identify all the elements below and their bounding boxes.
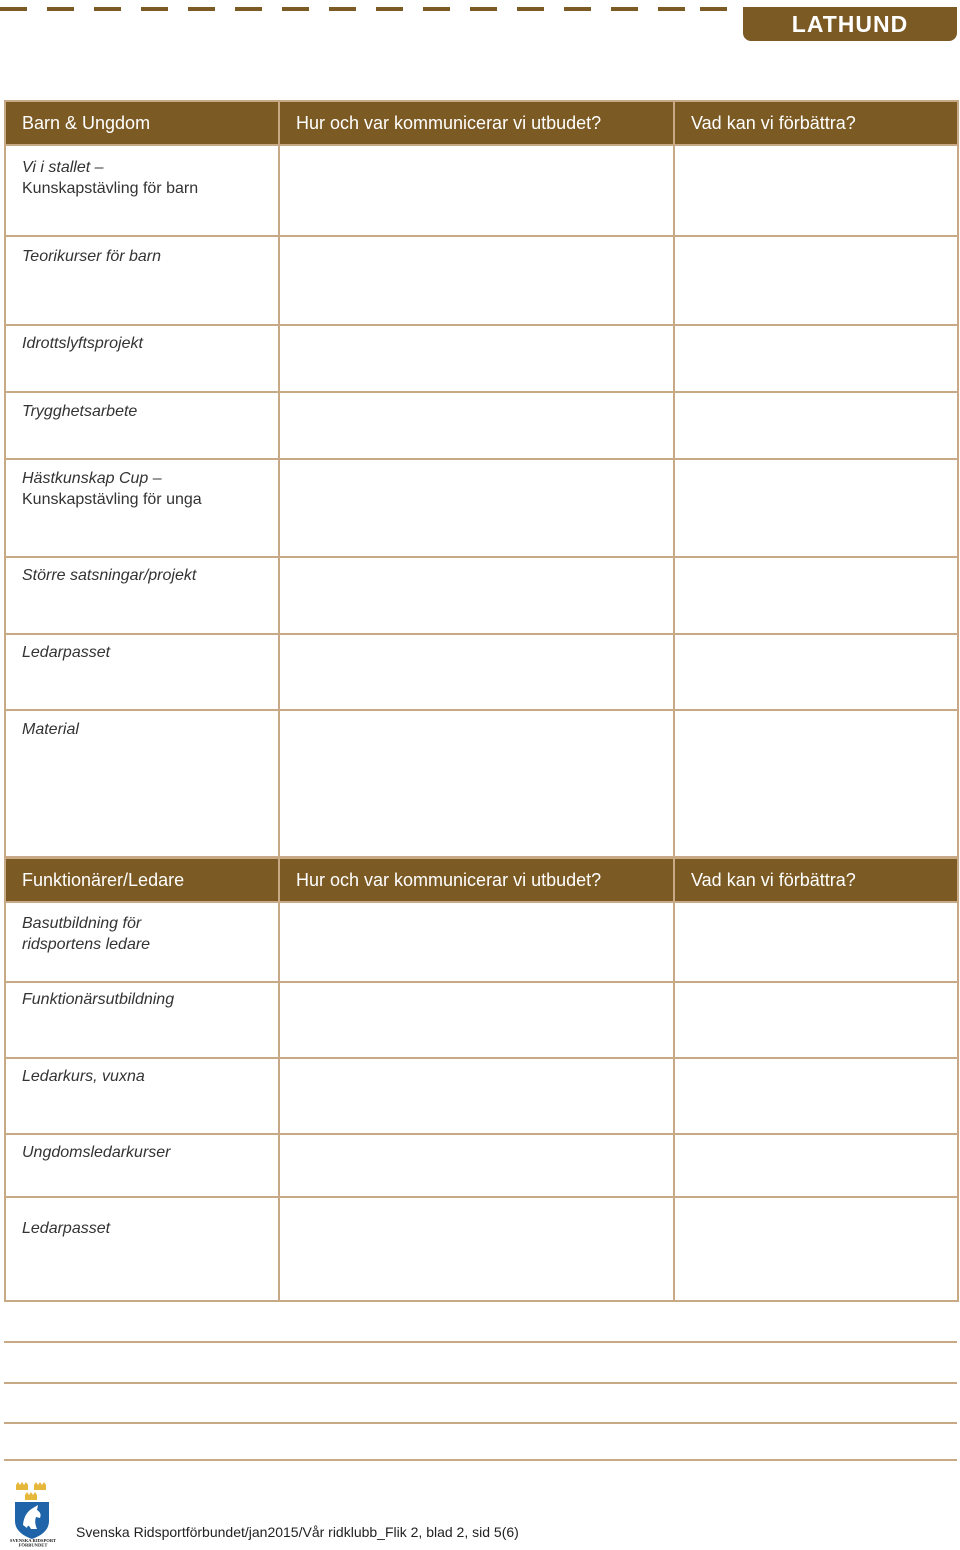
communication-cell[interactable] xyxy=(279,1134,674,1197)
improvement-cell[interactable] xyxy=(674,982,958,1058)
communication-cell[interactable] xyxy=(279,982,674,1058)
row-label-line1: Ledarkurs, vuxna xyxy=(22,1068,145,1085)
dash xyxy=(376,7,403,11)
table-row xyxy=(5,236,958,325)
row-label-line1: Ungdomsledarkurser xyxy=(22,1144,171,1161)
table-row xyxy=(5,982,958,1058)
row-label-line2: Kunskapstävling för unga xyxy=(22,491,202,508)
row-label-line1: Trygghetsarbete xyxy=(22,403,138,420)
row-label xyxy=(5,902,279,982)
communication-cell[interactable] xyxy=(279,902,674,982)
barn-ungdom-table xyxy=(4,100,959,858)
dash xyxy=(611,7,638,11)
improvement-cell[interactable] xyxy=(674,145,958,236)
row-label-line2: ridsportens ledare xyxy=(22,936,151,953)
row-label xyxy=(5,236,279,325)
dash xyxy=(423,7,450,11)
row-label xyxy=(5,325,279,392)
row-label xyxy=(5,145,279,236)
communication-cell[interactable] xyxy=(279,325,674,392)
column-header: Hur och var kommunicerar vi utbudet? xyxy=(279,101,674,145)
improvement-cell[interactable] xyxy=(674,1197,958,1301)
communication-cell[interactable] xyxy=(279,634,674,710)
dash xyxy=(141,7,168,11)
logo-text-line2: FÖRBUNDET xyxy=(18,1542,48,1547)
improvement-cell[interactable] xyxy=(674,710,958,857)
dash xyxy=(658,7,685,11)
lathund-badge: LATHUND xyxy=(743,7,957,41)
row-label-line1: Material xyxy=(22,721,79,738)
improvement-cell[interactable] xyxy=(674,557,958,634)
footer-text: Svenska Ridsportförbundet/jan2015/Vår ridklubb_Flik 2, blad 2, sid 5(6) xyxy=(76,1524,519,1540)
communication-cell[interactable] xyxy=(279,1197,674,1301)
dash xyxy=(235,7,262,11)
logo-text-line1: SVENSKA RIDSPORT xyxy=(9,1538,57,1543)
table-row xyxy=(5,1197,958,1301)
communication-cell[interactable] xyxy=(279,710,674,857)
table-row xyxy=(5,325,958,392)
row-label xyxy=(5,982,279,1058)
improvement-cell[interactable] xyxy=(674,325,958,392)
table-header-row xyxy=(5,101,958,145)
communication-cell[interactable] xyxy=(279,1058,674,1134)
communication-cell[interactable] xyxy=(279,459,674,557)
dash xyxy=(564,7,591,11)
dash xyxy=(0,7,27,11)
row-label xyxy=(5,1197,279,1301)
note-line[interactable] xyxy=(4,1459,957,1461)
dash xyxy=(700,7,727,11)
row-label xyxy=(5,710,279,857)
funktionarer-ledare-table xyxy=(4,857,959,1302)
note-line[interactable] xyxy=(4,1422,957,1424)
svenska-ridsportforbundet-logo-icon xyxy=(3,1481,63,1547)
row-label xyxy=(5,634,279,710)
column-header: Funktionärer/Ledare xyxy=(5,858,279,902)
row-label-line1: Hästkunskap Cup – xyxy=(22,470,162,487)
row-label-line1: Större satsningar/projekt xyxy=(22,567,197,584)
table-row xyxy=(5,1134,958,1197)
dash xyxy=(47,7,74,11)
table-row xyxy=(5,710,958,857)
row-label-line1: Idrottslyftsprojekt xyxy=(22,335,143,352)
table-row xyxy=(5,902,958,982)
table-row xyxy=(5,145,958,236)
row-label-line1: Basutbildning för xyxy=(22,915,142,932)
improvement-cell[interactable] xyxy=(674,1134,958,1197)
dash xyxy=(282,7,309,11)
table-row xyxy=(5,392,958,459)
row-label-line1: Teorikurser för barn xyxy=(22,248,162,265)
column-header: Hur och var kommunicerar vi utbudet? xyxy=(279,858,674,902)
table-row xyxy=(5,557,958,634)
table-row xyxy=(5,459,958,557)
row-label xyxy=(5,1134,279,1197)
row-label xyxy=(5,557,279,634)
row-label-line1: Ledarpasset xyxy=(22,1220,111,1237)
communication-cell[interactable] xyxy=(279,557,674,634)
communication-cell[interactable] xyxy=(279,145,674,236)
column-header: Vad kan vi förbättra? xyxy=(674,101,958,145)
dash xyxy=(470,7,497,11)
table-row xyxy=(5,1058,958,1134)
row-label xyxy=(5,392,279,459)
column-header: Barn & Ungdom xyxy=(5,101,279,145)
improvement-cell[interactable] xyxy=(674,1058,958,1134)
communication-cell[interactable] xyxy=(279,236,674,325)
note-line[interactable] xyxy=(4,1382,957,1384)
table-row xyxy=(5,634,958,710)
row-label-line1: Vi i stallet – xyxy=(22,159,104,176)
note-line[interactable] xyxy=(4,1341,957,1343)
improvement-cell[interactable] xyxy=(674,392,958,459)
dash xyxy=(329,7,356,11)
improvement-cell[interactable] xyxy=(674,634,958,710)
dash xyxy=(188,7,215,11)
column-header: Vad kan vi förbättra? xyxy=(674,858,958,902)
dash xyxy=(517,7,544,11)
row-label-line1: Funktionärsutbildning xyxy=(22,991,175,1008)
row-label xyxy=(5,459,279,557)
table-header-row xyxy=(5,858,958,902)
row-label-line2: Kunskapstävling för barn xyxy=(22,180,199,197)
communication-cell[interactable] xyxy=(279,392,674,459)
improvement-cell[interactable] xyxy=(674,902,958,982)
row-label xyxy=(5,1058,279,1134)
dash xyxy=(94,7,121,11)
row-label-line1: Ledarpasset xyxy=(22,644,111,661)
top-dashed-rule xyxy=(0,7,730,12)
improvement-cell[interactable] xyxy=(674,459,958,557)
improvement-cell[interactable] xyxy=(674,236,958,325)
